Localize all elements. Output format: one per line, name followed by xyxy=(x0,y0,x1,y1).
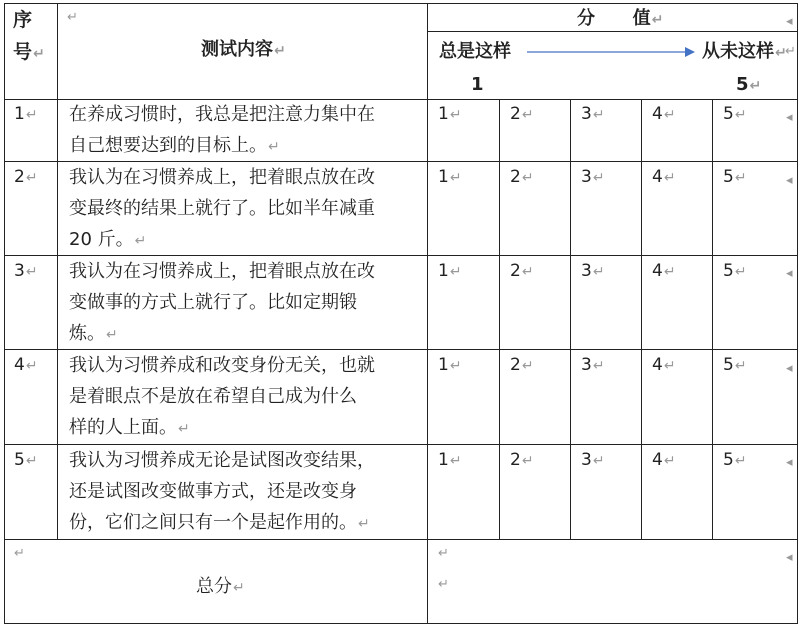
row-text-line: 我认为在习惯养成上，把着眼点放在改 xyxy=(69,167,375,188)
row-number: 2↵ xyxy=(14,167,38,187)
row-text-line: 在养成习惯时，我总是把注意力集中在 xyxy=(69,104,375,125)
seq-header-line2: 号↵ xyxy=(13,41,45,63)
row-text xyxy=(69,350,375,445)
scale-max-value: 5↵ xyxy=(736,74,762,95)
row-end-mark: ◂ xyxy=(786,266,793,281)
score-option-3[interactable]: 3↵ xyxy=(581,261,605,281)
row-number: 1↵ xyxy=(14,104,38,124)
row-text-line: 变最终的结果上就行了。比如半年减重 xyxy=(69,198,375,219)
scale-arrow xyxy=(527,45,697,59)
row-text-line: 还是试图改变做事方式，还是改变身 xyxy=(69,481,357,502)
row-end-mark: ◂ xyxy=(786,173,793,188)
table-border-top xyxy=(4,3,798,4)
score-option-2[interactable]: 2↵ xyxy=(510,355,534,375)
row-text xyxy=(69,445,375,540)
score-option-1[interactable]: 1↵ xyxy=(438,355,462,375)
score-option-4[interactable]: 4↵ xyxy=(652,104,676,124)
seq-header xyxy=(13,4,45,70)
row-number: 4↵ xyxy=(14,355,38,375)
paragraph-mark: ↵ xyxy=(67,10,78,25)
row-end-mark: ↵ xyxy=(785,44,796,59)
paragraph-mark: ↵ xyxy=(438,546,449,561)
score-option-5[interactable]: 5↵ xyxy=(723,261,747,281)
score-option-1[interactable]: 1↵ xyxy=(438,167,462,187)
score-option-3[interactable]: 3↵ xyxy=(581,167,605,187)
row-end-mark: ◂ xyxy=(786,455,793,470)
table-border-left xyxy=(4,3,5,624)
score-option-1[interactable]: 1↵ xyxy=(438,261,462,281)
score-option-2[interactable]: 2↵ xyxy=(510,104,534,124)
table-border-score3-col xyxy=(570,99,571,540)
row-text-line: 是着眼点不是放在希望自己成为什么 xyxy=(69,386,357,407)
paragraph-mark: ↵ xyxy=(14,546,25,561)
table-border-content-col xyxy=(427,3,428,624)
row-text xyxy=(69,162,375,257)
table-border-right xyxy=(797,3,798,624)
table-border-seq-col xyxy=(57,3,58,540)
score-option-5[interactable]: 5↵ xyxy=(723,450,747,470)
score-option-4[interactable]: 4↵ xyxy=(652,167,676,187)
score-option-5[interactable]: 5↵ xyxy=(723,355,747,375)
scale-always-label: 总是这样 xyxy=(439,41,511,62)
row-text-line: 我认为习惯养成和改变身份无关，也就 xyxy=(69,355,375,376)
scale-min-value: 1 xyxy=(471,74,484,95)
row-text xyxy=(69,99,375,163)
row-end-mark: ◂ xyxy=(786,361,793,376)
row-end-mark: ◂ xyxy=(786,110,793,125)
row-text-line: 炼。↵ xyxy=(69,323,118,344)
row-text-line: 份，它们之间只有一个是起作用的。↵ xyxy=(69,512,370,533)
row-number: 5↵ xyxy=(14,450,38,470)
score-option-3[interactable]: 3↵ xyxy=(581,450,605,470)
score-option-2[interactable]: 2↵ xyxy=(510,167,534,187)
table-border-score2-col xyxy=(499,99,500,540)
scale-never-label: 从未这样↵ xyxy=(702,41,787,62)
score-option-3[interactable]: 3↵ xyxy=(581,355,605,375)
row-text-line: 我认为在习惯养成上，把着眼点放在改 xyxy=(69,261,375,282)
score-option-5[interactable]: 5↵ xyxy=(723,167,747,187)
score-option-1[interactable]: 1↵ xyxy=(438,104,462,124)
score-option-1[interactable]: 1↵ xyxy=(438,450,462,470)
score-option-2[interactable]: 2↵ xyxy=(510,261,534,281)
row-end-mark: ◂ xyxy=(786,14,793,29)
paragraph-mark: ↵ xyxy=(438,577,449,592)
score-header: 分 值↵ xyxy=(577,8,664,29)
row-text-line: 变做事的方式上就行了。比如定期锻 xyxy=(69,292,357,313)
score-option-4[interactable]: 4↵ xyxy=(652,450,676,470)
seq-header-line1: 序 xyxy=(13,9,33,31)
row-end-mark: ◂ xyxy=(786,550,793,565)
score-option-4[interactable]: 4↵ xyxy=(652,261,676,281)
row-text-line: 我认为习惯养成无论是试图改变结果， xyxy=(69,450,375,471)
score-option-3[interactable]: 3↵ xyxy=(581,104,605,124)
row-text-line: 样的人上面。↵ xyxy=(69,417,190,438)
score-option-4[interactable]: 4↵ xyxy=(652,355,676,375)
table-border-score4-col xyxy=(641,99,642,540)
score-option-2[interactable]: 2↵ xyxy=(510,450,534,470)
total-label: 总分↵ xyxy=(196,576,245,597)
content-header: 测试内容↵ xyxy=(201,39,286,60)
table-border-score5-col xyxy=(712,99,713,540)
row-text xyxy=(69,256,375,351)
score-option-5[interactable]: 5↵ xyxy=(723,104,747,124)
row-number: 3↵ xyxy=(14,261,38,281)
row-text-line: 自己想要达到的目标上。↵ xyxy=(69,135,280,156)
table-border-bottom xyxy=(4,623,798,624)
row-text-line: 20 斤。↵ xyxy=(69,229,147,250)
